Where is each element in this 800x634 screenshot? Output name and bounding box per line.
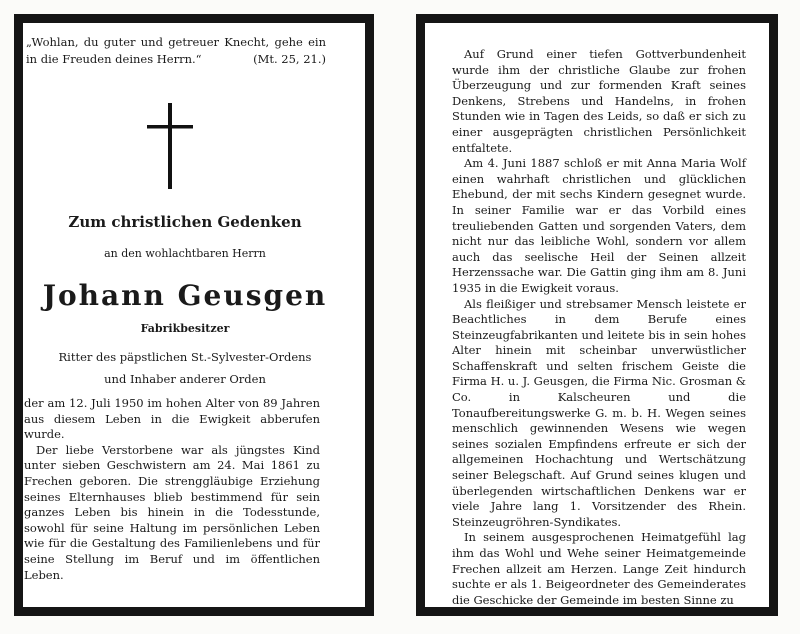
quote-reference: (Mt. 25, 21.) xyxy=(253,52,326,66)
bio-paragraph: Auf Grund einer tiefen Gottverbundenheit wurde ihm der christliche Glaube zur frohen Überzeugung und zur formenden Kraft seines Denkens, Strebens und Handelns, in frohen Stunden wie in Tagen des Leids, so daß er sich zu einer ausgeprägten christlichen Persönlichkeit entfaltete. xyxy=(452,47,746,155)
bio-paragraph: Der liebe Verstorbene war als jüngstes Kind unter sieben Geschwistern am 24. Mai 1861 zu Frechen geboren. Die strenggläubige Erziehung seines Elternhauses blieb bestimmend für sein ganzes Leben bis hinein in die Todesstunde, sowohl für seine Haltung im persönlichen Leben wie für die Gestaltung des Familienlebens und für seine Stellung im Beruf und im öffentlichen Leben. xyxy=(24,442,320,582)
occupation: Fabrikbesitzer xyxy=(140,322,230,335)
honor-line-2: und Inhaber anderer Orden xyxy=(104,372,266,386)
memorial-heading: Zum christlichen Gedenken xyxy=(68,213,302,231)
honor-line-1: Ritter des päpstlichen St.-Sylvester-Ordens xyxy=(58,350,312,364)
biography-right xyxy=(452,47,746,608)
bio-paragraph: Als fleißiger und strebsamer Mensch leistete er Beachtliches in dem Berufe eines Steinzeugfabrikanten und leitete bis in sein hohes Alter hinein mit scheinbar unverwüstlicher Schaffenskraft und selten frischem Geiste die Firma H. u. J. Geusgen, die Firma Nic. Grosman & Co. in Kalscheuren und die Tonaufbereitungswerke G. m. b. H. Wegen seines menschlich gewinnenden Wesens wie wegen seines sozialen Empfindens erfreute er sich der allgemeinen Hochachtung und Wertschätzung seiner Belegschaft. Auf Grund seines klugen und überlegenden wirtschaftlichen Denkens war er viele Jahre lang 1. Vorsitzender des Rhein. Steinzeugröhren-Syndikates. xyxy=(452,296,746,529)
bio-paragraph: Am 4. Juni 1887 schloß er mit Anna Maria Wolf einen wahrhaft christlichen und glücklichen Ehebund, der mit sechs Kindern gesegnet wurde. In seiner Familie war er das Vorbild eines treuliebenden Gatten und sorgenden Vaters, dem nicht nur das leibliche Wohl, sondern vor allem auch das seelische Heil der Seinen allzeit Herzenssache war. Die Gattin ging ihm am 8. Juni 1935 in die Ewigkeit voraus. xyxy=(452,156,746,295)
cross-icon xyxy=(147,101,193,191)
quote-text: „Wohlan, du guter und getreuer Knecht, gehe ein in die Freuden deines Herrn.“ xyxy=(26,35,326,66)
bio-paragraph: der am 12. Juli 1950 im hohen Alter von 89 Jahren aus diesem Leben in die Ewigkeit abberufen wurde. xyxy=(24,396,320,442)
memorial-subheading: an den wohlachtbaren Herrn xyxy=(104,247,266,260)
bible-quote xyxy=(26,34,326,68)
bio-paragraph: In seinem ausgesprochenen Heimatgefühl lag ihm das Wohl und Wehe seiner Heimatgemeinde Frechen allzeit am Herzen. Lange Zeit hindurch suchte er als 1. Beigeordneter des Gemeinderates die Geschicke der Gemeinde im besten Sinne zu xyxy=(452,530,746,607)
biography-left xyxy=(24,396,320,583)
deceased-name: Johann Geusgen xyxy=(42,279,328,312)
